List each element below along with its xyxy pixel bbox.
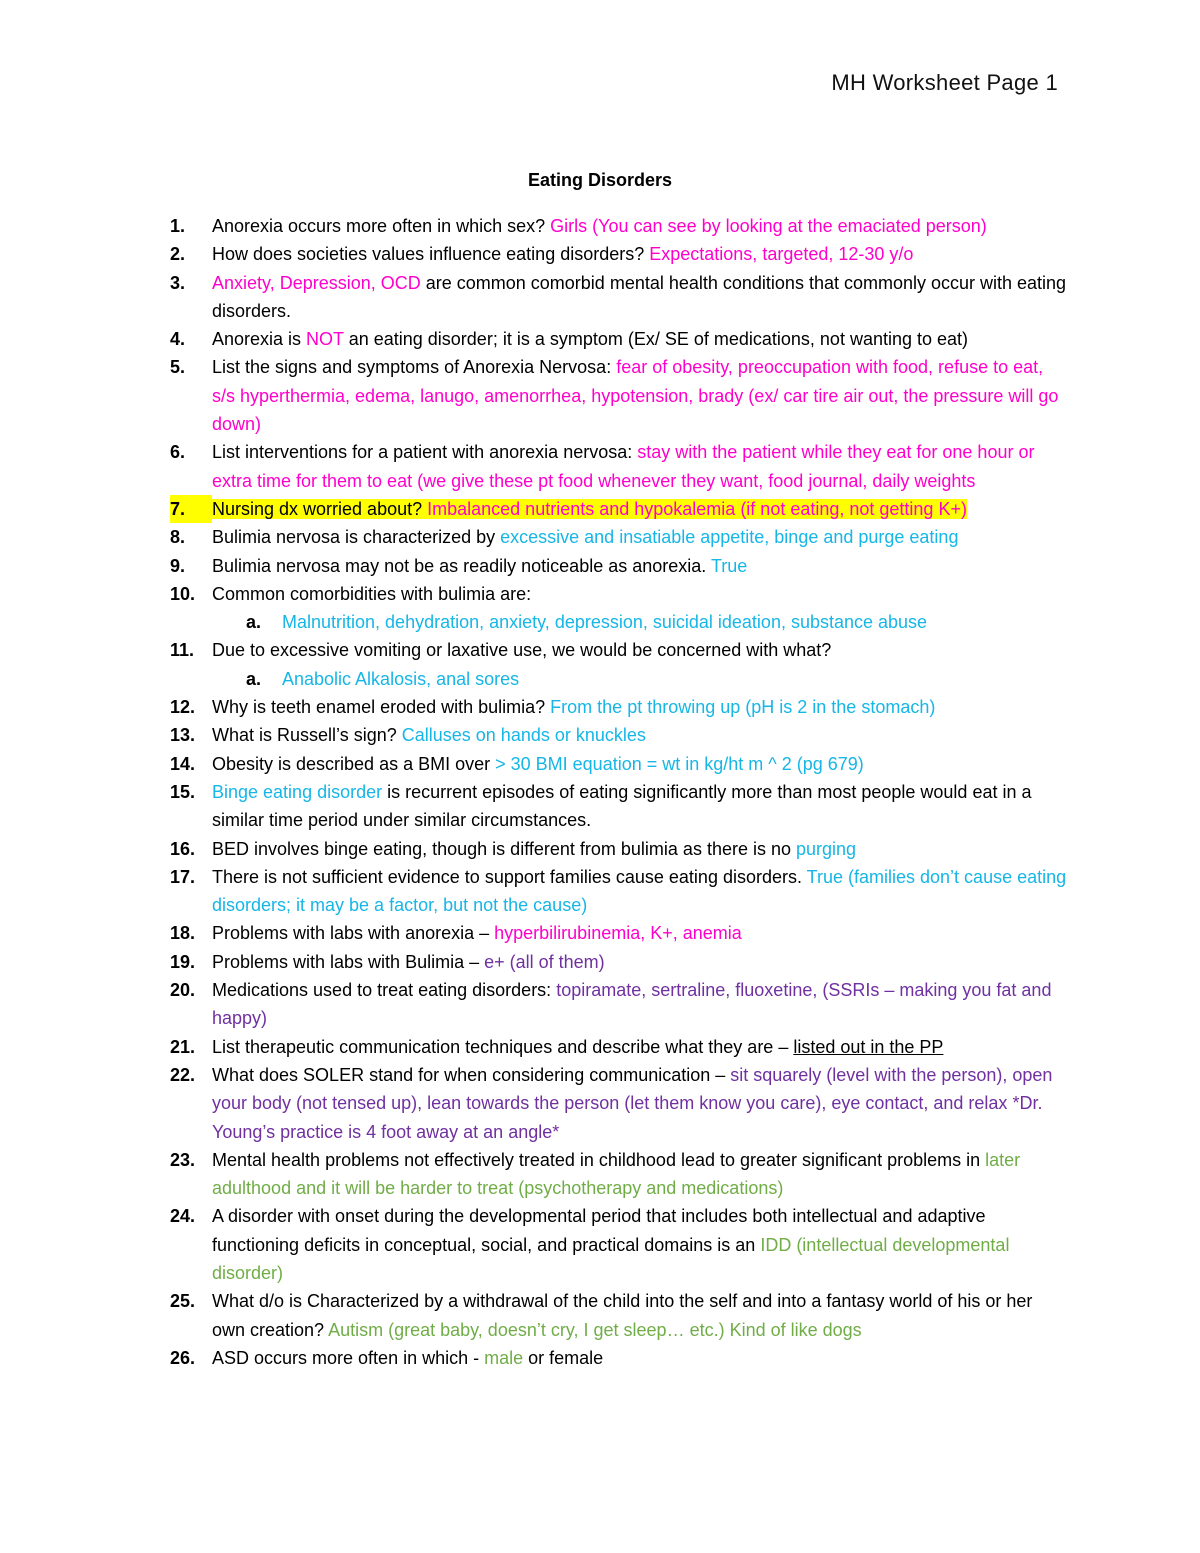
item-text: Binge eating disorder is recurrent episodes of eating significantly more than most people would eat in a similar time period under similar circumstances. <box>212 781 1032 831</box>
sub-item-letter: a. <box>246 612 262 633</box>
item-text: What is Russell’s sign? Calluses on hands or knuckles <box>212 725 646 746</box>
list-item <box>170 552 1070 580</box>
item-number: 5. <box>170 357 186 378</box>
answer: male <box>484 1347 524 1368</box>
answer: From the pt throwing up (pH is 2 in the stomach) <box>550 697 936 718</box>
answer: sit squarely (level with the person), open your body (not tensed up), lean towards the person (let them know you care), eye contact, and relax *Dr. Young’s practice is 4 foot away at an angle* <box>212 1064 1053 1142</box>
item-text: A disorder with onset during the developmental period that includes both intellectual and adaptive functioning deficits in conceptual, social, and practical domains is an IDD (intellectual developmental disorder) <box>212 1206 1010 1283</box>
list-item <box>170 721 1070 749</box>
item-text: Nursing dx worried about? Imbalanced nutrients and hypokalemia (if not eating, not getting K+) <box>212 498 967 519</box>
item-number: 6. <box>170 442 186 463</box>
page-header: MH Worksheet Page 1 <box>831 70 1058 95</box>
answer: Anxiety, Depression, OCD <box>212 272 421 293</box>
list-item <box>170 212 1070 240</box>
answer: stay with the patient while they eat for one hour or extra time for them to eat (we give these pt food whenever they want, food journal, daily weights <box>212 442 1035 491</box>
item-text: There is not sufficient evidence to support families cause eating disorders. True (families don’t cause eating disorders; it may be a factor, but not the cause) <box>212 866 1067 916</box>
item-text: Medications used to treat eating disorders: topiramate, sertraline, fluoxetine, (SSRIs – making you fat and happy) <box>212 980 1052 1029</box>
answer: later adulthood and it will be harder to treat (psychotherapy and medications) <box>212 1149 1021 1199</box>
item-text: Problems with labs with Bulimia – e+ (all of them) <box>212 951 605 972</box>
item-number: 7. <box>170 495 212 523</box>
answer: True (families don’t cause eating disorders; it may be a factor, but not the cause) <box>212 866 1067 916</box>
item-text: Common comorbidities with bulimia are: <box>212 583 532 604</box>
item-text: Anxiety, Depression, OCD are common comorbid mental health conditions that commonly occur with eating disorders. <box>212 272 1067 321</box>
sub-item <box>170 665 1070 693</box>
list-item <box>170 1202 1070 1287</box>
item-number: 15. <box>170 781 196 802</box>
answer: e+ (all of them) <box>484 951 605 972</box>
answer: hyperbilirubinemia, K+, anemia <box>494 923 742 944</box>
answer: > 30 BMI equation = wt in kg/ht m ^ 2 (pg 679) <box>495 753 864 774</box>
item-text: BED involves binge eating, though is different from bulimia as there is no purging <box>212 838 857 859</box>
list-item <box>170 269 1070 326</box>
item-text: Obesity is described as a BMI over > 30 BMI equation = wt in kg/ht m ^ 2 (pg 679) <box>212 753 864 774</box>
item-number: 14. <box>170 753 196 774</box>
item-number: 17. <box>170 866 196 887</box>
item-number: 26. <box>170 1347 196 1368</box>
question-list <box>170 212 1070 1372</box>
list-item <box>170 976 1070 1033</box>
answer: topiramate, sertraline, fluoxetine, (SSRIs – making you fat and happy) <box>212 980 1052 1029</box>
item-number: 20. <box>170 980 196 1001</box>
answer: excessive and insatiable appetite, binge and purge eating <box>500 527 959 548</box>
list-item <box>170 240 1070 268</box>
item-number: 4. <box>170 329 186 350</box>
answer: Imbalanced nutrients and hypokalemia (if not eating, not getting K+) <box>427 498 967 519</box>
sub-item-letter: a. <box>246 668 262 689</box>
item-text: List therapeutic communication techniques and describe what they are – listed out in the PP <box>212 1036 944 1057</box>
list-item-highlighted <box>170 495 1070 523</box>
list-item <box>170 325 1070 353</box>
item-text: Bulimia nervosa is characterized by excessive and insatiable appetite, binge and purge eating <box>212 527 959 548</box>
item-text: List the signs and symptoms of Anorexia Nervosa: fear of obesity, preoccupation with food, refuse to eat, s/s hyperthermia, edema, lanugo, amenorrhea, hypotension, brady (ex/ car tire air out, the pressure will go down) <box>212 357 1059 435</box>
list-item <box>170 438 1070 495</box>
answer: Binge eating disorder <box>212 781 383 802</box>
item-text: ASD occurs more often in which - male or female <box>212 1347 604 1368</box>
item-number: 12. <box>170 697 196 718</box>
item-number: 9. <box>170 555 186 576</box>
item-text: Anorexia is NOT an eating disorder; it is a symptom (Ex/ SE of medications, not wanting to eat) <box>212 329 969 350</box>
item-text: Bulimia nervosa may not be as readily noticeable as anorexia. True <box>212 555 748 576</box>
answer: purging <box>796 838 857 859</box>
item-number: 8. <box>170 527 186 548</box>
list-item <box>170 636 1070 664</box>
answer: Girls (You can see by looking at the emaciated person) <box>550 216 987 236</box>
answer: listed out in the PP <box>793 1036 944 1057</box>
list-item <box>170 863 1070 920</box>
item-number: 1. <box>170 216 186 236</box>
item-text: What does SOLER stand for when considering communication – sit squarely (level with the person), open your body (not tensed up), lean towards the person (let them know you care), eye contact, and relax *Dr. Young’s practice is 4 foot away at an angle* <box>212 1064 1053 1142</box>
answer: Calluses on hands or knuckles <box>401 725 646 746</box>
item-text: Due to excessive vomiting or laxative use, we would be concerned with what? <box>212 640 832 661</box>
list-item <box>170 580 1070 608</box>
item-number: 11. <box>170 640 195 661</box>
list-item <box>170 778 1070 835</box>
item-number: 13. <box>170 725 196 746</box>
item-number: 22. <box>170 1064 196 1085</box>
list-item <box>170 1287 1070 1344</box>
item-text: Anorexia occurs more often in which sex? Girls (You can see by looking at the emaciated person) <box>212 216 987 236</box>
list-item <box>170 750 1070 778</box>
answer: True <box>710 555 748 576</box>
list-item <box>170 693 1070 721</box>
item-number: 21. <box>170 1036 196 1057</box>
item-text: Why is teeth enamel eroded with bulimia? From the pt throwing up (pH is 2 in the stomach) <box>212 697 936 718</box>
answer: fear of obesity, preoccupation with food, refuse to eat, s/s hyperthermia, edema, lanugo, amenorrhea, hypotension, brady (ex/ car tire air out, the pressure will go down) <box>212 357 1059 435</box>
item-text: Mental health problems not effectively treated in childhood lead to greater significant problems in later adulthood and it will be harder to treat (psychotherapy and medications) <box>212 1149 1021 1199</box>
list-item <box>170 948 1070 976</box>
answer: Anabolic Alkalosis, anal sores <box>282 668 520 689</box>
item-text: Problems with labs with anorexia – hyperbilirubinemia, K+, anemia <box>212 923 742 944</box>
list-item <box>170 1061 1070 1146</box>
answer: NOT <box>306 329 344 350</box>
list-item <box>170 353 1070 438</box>
item-number: 2. <box>170 244 186 265</box>
answer: IDD (intellectual developmental disorder) <box>212 1234 1010 1283</box>
sub-item <box>170 608 1070 636</box>
item-number: 25. <box>170 1291 196 1312</box>
item-number: 18. <box>170 923 196 944</box>
item-number: 3. <box>170 272 186 293</box>
item-number: 24. <box>170 1206 196 1227</box>
list-item <box>170 1344 1070 1372</box>
answer: Expectations, targeted, 12-30 y/o <box>649 244 914 265</box>
page-title: Eating Disorders <box>527 170 673 190</box>
item-number: 10. <box>170 583 196 604</box>
item-number: 19. <box>170 951 196 972</box>
item-number: 23. <box>170 1149 196 1170</box>
list-item <box>170 1146 1070 1203</box>
answer: Autism (great baby, doesn’t cry, I get sleep… etc.) Kind of like dogs <box>328 1319 862 1340</box>
answer: Malnutrition, dehydration, anxiety, depression, suicidal ideation, substance abuse <box>282 612 928 633</box>
item-text: What d/o is Characterized by a withdrawal of the child into the self and into a fantasy world of his or her own creation? Autism (great baby, doesn’t cry, I get sleep… etc.) Kind of like dogs <box>212 1291 1033 1340</box>
item-number: 16. <box>170 838 196 859</box>
list-item <box>170 523 1070 551</box>
item-text: List interventions for a patient with anorexia nervosa: stay with the patient while they eat for one hour or extra time for them to eat (we give these pt food whenever they want, food journal, daily weights <box>212 442 1035 491</box>
item-text: How does societies values influence eating disorders? Expectations, targeted, 12-30 y/o <box>212 244 914 265</box>
list-item <box>170 919 1070 947</box>
list-item <box>170 1033 1070 1061</box>
list-item <box>170 835 1070 863</box>
